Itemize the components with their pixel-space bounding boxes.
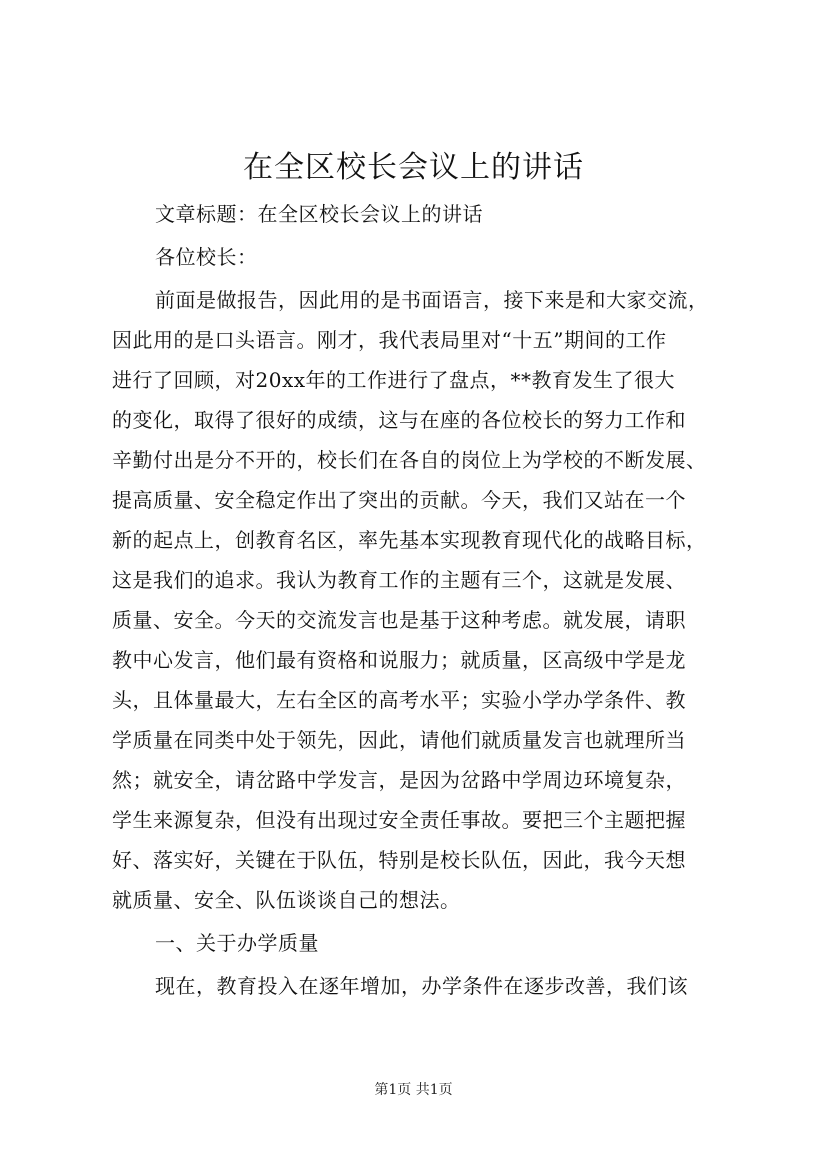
paragraph-line: 现在，教育投入在逐年增加，办学条件在逐步改善，我们该 <box>155 974 688 998</box>
section-heading: 一、关于办学质量 <box>155 931 319 955</box>
paragraph-line: 头，且体量最大，左右全区的高考水平；实验小学办学条件、教 <box>112 688 686 712</box>
article-title-line: 文章标题：在全区校长会议上的讲话 <box>155 202 483 226</box>
paragraph-line: 学生来源复杂，但没有出现过安全责任事故。要把三个主题把握 <box>112 808 686 832</box>
paragraph-line: 前面是做报告，因此用的是书面语言，接下来是和大家交流， <box>155 288 709 312</box>
page-footer: 第1页 共1页 <box>374 1082 453 1098</box>
paragraph-line: 质量、安全。今天的交流发言也是基于这种考虑。就发展，请职 <box>112 608 686 632</box>
salutation: 各位校长： <box>155 245 258 269</box>
paragraph-line: 辛勤付出是分不开的，校长们在各自的岗位上为学校的不断发展、 <box>112 448 707 472</box>
paragraph-line: 这是我们的追求。我认为教育工作的主题有三个，这就是发展、 <box>112 568 686 592</box>
document-title: 在全区校长会议上的讲话 <box>243 150 584 185</box>
paragraph-line: 好、落实好，关键在于队伍，特别是校长队伍，因此，我今天想 <box>112 848 686 872</box>
paragraph-line: 因此用的是口头语言。刚才，我代表局里对“十五”期间的工作 <box>112 328 667 352</box>
paragraph-line: 新的起点上，创教育名区，率先基本实现教育现代化的战略目标， <box>112 528 707 552</box>
paragraph-line: 就质量、安全、队伍谈谈自己的想法。 <box>112 888 461 912</box>
paragraph-line: 学质量在同类中处于领先，因此，请他们就质量发言也就理所当 <box>112 728 686 752</box>
paragraph-line: 进行了回顾，对20xx年的工作进行了盘点，**教育发生了很大 <box>112 368 676 392</box>
paragraph-line: 的变化，取得了很好的成绩，这与在座的各位校长的努力工作和 <box>112 408 686 432</box>
paragraph-line: 教中心发言，他们最有资格和说服力；就质量，区高级中学是龙 <box>112 648 686 672</box>
paragraph-line: 然；就安全，请岔路中学发言，是因为岔路中学周边环境复杂， <box>112 768 686 792</box>
paragraph-line: 提高质量、安全稳定作出了突出的贡献。今天，我们又站在一个 <box>112 488 686 512</box>
